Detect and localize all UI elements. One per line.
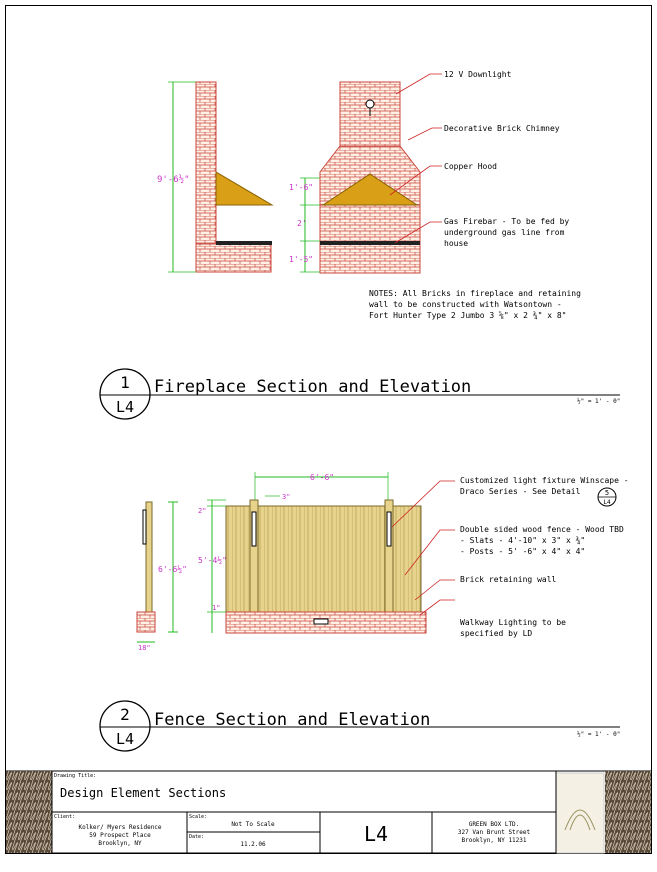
fence-section-board xyxy=(146,502,152,612)
section-1-sheet: L4 xyxy=(115,398,135,416)
drawing-title-label: Drawing Title: xyxy=(54,773,97,779)
section-1-number: 1 xyxy=(120,373,130,392)
label-walkway-2: specified by LD xyxy=(460,629,533,638)
notes-line-1: NOTES: All Bricks in fireplace and retaining xyxy=(369,289,581,298)
fireplace-section-firebar xyxy=(216,241,272,245)
fireplace-section-hood xyxy=(216,172,272,205)
fireplace-section-base xyxy=(196,244,271,272)
sheet-number: L4 xyxy=(363,822,389,846)
client-label: Client: xyxy=(54,814,76,820)
fence-height-dim: 5'-4½" xyxy=(198,556,227,565)
detail-sheet: L4 xyxy=(603,499,611,506)
fireplace-height-dimension: 9'-6½" xyxy=(157,175,190,185)
downlight-icon xyxy=(366,100,374,108)
section-2-number: 2 xyxy=(120,705,130,724)
scale-label: Scale: xyxy=(189,814,208,820)
notes-line-2: wall to be constructed with Watsontown - xyxy=(369,300,562,309)
section-2-scale: ½" = 1' - 0" xyxy=(577,731,621,738)
client-addr1: 59 Prospect Place xyxy=(89,832,151,839)
client-name: Kolker/ Myers Residence xyxy=(78,824,162,831)
label-light-fixture-2: Draco Series - See Detail xyxy=(460,487,581,496)
label-retaining-wall: Brick retaining wall xyxy=(460,575,557,584)
section-2-title: Fence Section and Elevation xyxy=(154,710,431,730)
firm-name: GREEN BOX LTD. xyxy=(468,821,520,828)
fence-1in-dim: 1" xyxy=(212,604,221,612)
fence-section-post xyxy=(143,510,146,544)
fence-width-dim: 6'-6" xyxy=(310,473,335,482)
label-posts: - Posts - 5' -6" x 4" x 4" xyxy=(460,547,586,556)
dim-2: 2' xyxy=(297,219,307,228)
section-2-sheet: L4 xyxy=(115,730,135,748)
fence-section-width: 18" xyxy=(138,644,151,652)
label-firebar-3: house xyxy=(444,239,469,248)
firm-addr2: Brooklyn, NY 11231 xyxy=(461,837,527,844)
fence-gap-dim: 3" xyxy=(282,493,291,501)
firebox xyxy=(320,205,420,273)
label-slats: - Slats - 4'-10" x 3" x ¾" xyxy=(460,536,586,545)
walkway-light xyxy=(314,619,328,624)
drawing-title: Design Element Sections xyxy=(60,786,227,800)
scale-value: Not To Scale xyxy=(231,821,275,828)
label-light-fixture-1: Customized light fixture Winscape - xyxy=(460,476,629,485)
light-fixture-left xyxy=(252,512,256,546)
dim-1-5: 1'-5" xyxy=(289,255,314,264)
label-firebar-1: Gas Firebar - To be fed by xyxy=(444,217,570,226)
fence-section-height: 6'-6½" xyxy=(158,565,187,574)
label-firebar-2: underground gas line from xyxy=(444,228,565,237)
date-value: 11.2.06 xyxy=(240,841,266,848)
grass-art-left xyxy=(6,771,52,853)
dim-1-6: 1'-6" xyxy=(289,183,314,192)
logo-box xyxy=(556,773,604,853)
label-downlight: 12 V Downlight xyxy=(444,70,512,79)
date-label: Date: xyxy=(189,834,205,840)
firm-addr1: 327 Van Brunt Street xyxy=(457,829,531,836)
fence-section-wall xyxy=(137,612,155,632)
detail-num: 5 xyxy=(604,489,610,497)
gas-firebar xyxy=(320,241,420,245)
client-addr2: Brooklyn, NY xyxy=(98,840,142,847)
label-hood: Copper Hood xyxy=(444,162,497,171)
label-wood-fence: Double sided wood fence - Wood TBD xyxy=(460,525,624,534)
grass-art-right xyxy=(605,771,651,853)
section-1-title: Fireplace Section and Elevation xyxy=(154,377,472,397)
fence-2in-dim: 2" xyxy=(198,507,207,515)
label-chimney: Decorative Brick Chimney xyxy=(444,124,560,133)
light-fixture-right xyxy=(387,512,391,546)
fireplace-elevation-view xyxy=(300,74,442,273)
notes-line-3: Fort Hunter Type 2 Jumbo 3 ⅝" x 2 ¾" x 8" xyxy=(369,311,567,320)
label-walkway-1: Walkway Lighting to be xyxy=(460,618,566,627)
section-1-scale: ½" = 1' - 0" xyxy=(577,398,621,405)
